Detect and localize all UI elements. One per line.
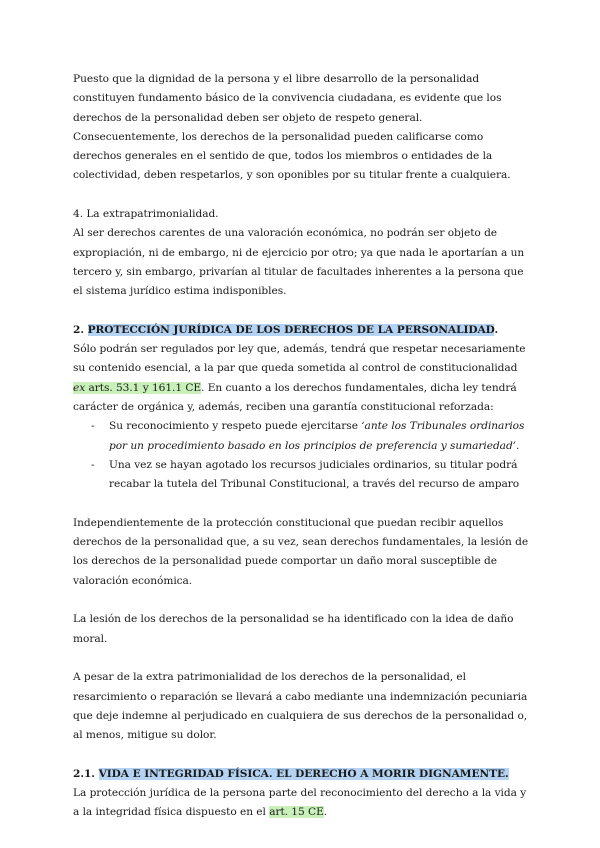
paragraph-extrapatrimonialidad: Al ser derechos carentes de una valoración económica, no podrán ser objeto de expropiación, ni de embargo, ni de ejercicio por otro; ya que nada le aportarían a un tercero y, sin embargo, privarían al titular de facultades inherentes a la persona que el sistema jurídico estima indisponibles. — [73, 227, 525, 298]
paragraph-resarcimiento: A pesar de la extra patrimonialidad de los derechos de la personalidad, el resarcimiento o reparación se llevará a cabo mediante una indemnización pecuniaria que deje indemne al perjudicado en cualquiera de sus derechos de la personalidad o, al menos, mitigue su dolor. — [73, 671, 528, 742]
spacer — [73, 495, 530, 514]
spacer — [73, 649, 530, 668]
paragraph-dano-moral: La lesión de los derechos de la personalidad se ha identificado con la idea de daño moral. — [73, 613, 514, 645]
heading-extrapatrimonialidad: 4. La extrapatrimonialidad. — [73, 208, 219, 221]
paragraph-derecho-vida — [73, 784, 530, 823]
section-number: 2.1. — [73, 767, 99, 780]
paragraph-dignidad: Puesto que la dignidad de la persona y el libre desarrollo de la personalidad constituyen fundamento básico de la convivencia ciudadana, es evidente que los derechos de la personalidad deben ser objeto de respeto general. Consecuentemente, los derechos de la personalidad pueden calificarse como derechos generales en el sentido de que, todos los miembros o entidades de la colectividad, deben respetarlos, y son oponibles por su titular frente a cualquiera. — [73, 73, 511, 182]
dash-marker: - — [91, 420, 95, 433]
text-run: . — [323, 806, 328, 819]
text-run: La protección jurídica de la persona parte del reconocimiento del derecho a la vida y a la integridad física dispuesto en el — [73, 786, 527, 819]
list-item — [91, 456, 530, 495]
spacer — [73, 745, 530, 764]
text-run: arts. 53.1 y 161.1 CE — [85, 381, 202, 394]
text-run-italic: ‘ante los Tribunales ordinarios por un procedimiento basado en los principios de preferencia y sumariedad’. — [109, 420, 525, 452]
paragraph-proteccion-constitucional: Independientemente de la protección constitucional que puedan recibir aquellos derechos de la personalidad que, a su vez, sean derechos fundamentales, la lesión de los derechos de la personalidad puede comportar un daño moral susceptible de valoración económica. — [73, 516, 529, 587]
section-heading-vida — [73, 765, 530, 784]
section-title-end: . — [494, 323, 499, 336]
highlighted-citation: art. 15 CE — [269, 806, 324, 819]
spacer — [73, 302, 530, 321]
section-heading-proteccion — [73, 321, 530, 340]
highlighted-citation — [73, 382, 201, 394]
text-run: Una vez se hayan agotado los recursos judiciales ordinarios, su titular podrá recabar la tutela del Tribunal Constitucional, a través del recurso de amparo — [109, 458, 520, 491]
highlighted-section-title: PROTECCIÓN JURÍDICA DE LOS DERECHOS DE LA PERSONALIDAD — [87, 323, 495, 336]
paragraph-regulacion — [73, 340, 530, 417]
text-run: . En cuanto a los derechos fundamentales, dicha ley tendrá carácter de orgánica y, además, reciben una garantía constitucional reforzada: — [73, 381, 517, 414]
highlighted-section-title: VIDA E INTEGRIDAD FÍSICA. EL DERECHO A MORIR DIGNAMENTE. — [98, 767, 509, 780]
text-run-italic: ex — [73, 381, 86, 394]
bullet-list — [73, 417, 530, 494]
spacer — [73, 186, 530, 205]
dash-marker: - — [91, 458, 95, 471]
text-run: Sólo podrán ser regulados por ley que, además, tendrá que respetar necesariamente su contenido esencial, a la par que queda sometida al control de constitucionalidad — [73, 343, 526, 375]
section-number: 2. — [73, 323, 88, 336]
spacer — [73, 591, 530, 610]
text-run: Su reconocimiento y respeto puede ejercitarse — [109, 420, 362, 433]
list-item — [91, 417, 530, 456]
